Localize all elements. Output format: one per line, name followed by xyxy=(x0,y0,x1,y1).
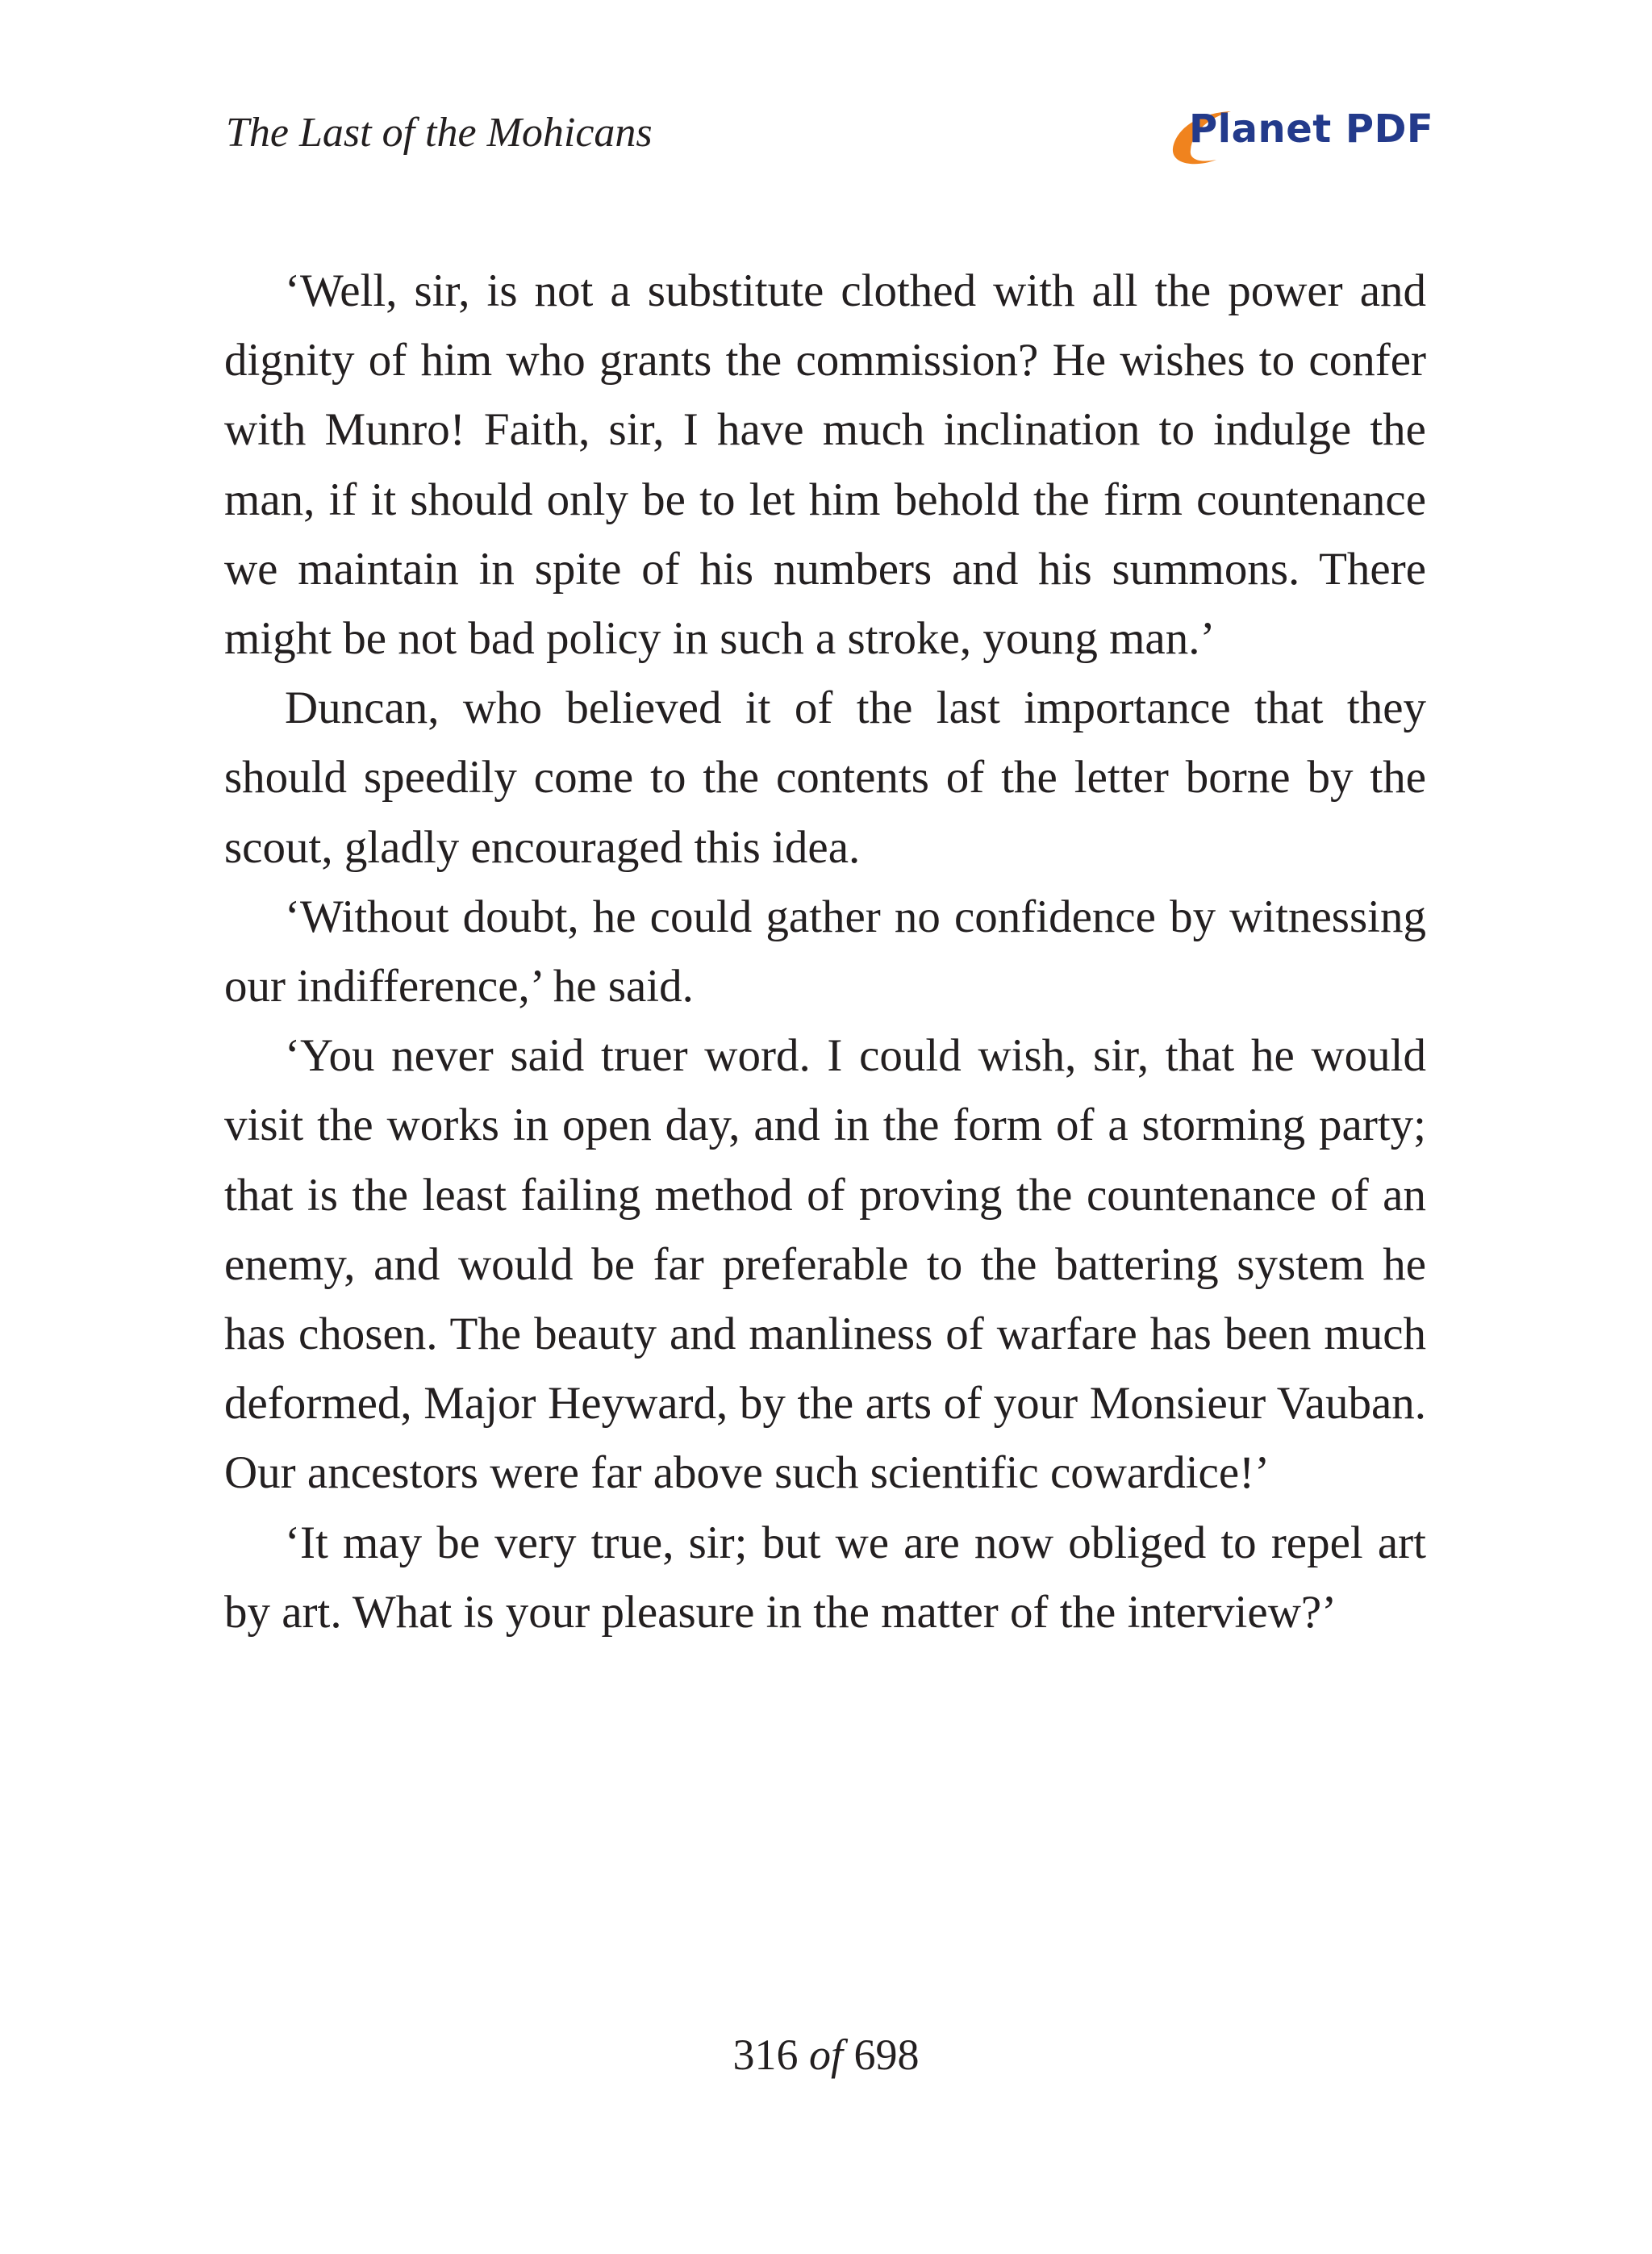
total-pages: 698 xyxy=(853,2031,920,2079)
current-page: 316 xyxy=(732,2031,799,2079)
paragraph: ‘Without doubt, he could gather no confidence by witnessing our indifference,’ he said. xyxy=(224,891,1426,1012)
body-text xyxy=(224,257,1426,1647)
page-number xyxy=(0,2027,1652,2083)
paragraph: ‘It may be very true, sir; but we are now obliged to repel art by art. What is your pleasure in the matter of the interview?’ xyxy=(224,1517,1426,1638)
paragraph: ‘You never said truer word. I could wish, sir, that he would visit the works in open day, and in the form of a storming party; that is the least failing method of proving the countenance of an enemy, and would be far preferable to the battering system he has chosen. The beauty and manliness of warfare has been much deformed, Major Heyward, by the arts of your Monsieur Vauban. Our ancestors were far above such scientific cowardice!’ xyxy=(224,1030,1426,1499)
paragraph: ‘Well, sir, is not a substitute clothed with all the power and dignity of him who grants the commission? He wishes to confer with Munro! Faith, sir, I have much inclination to indulge the man, if it should only be to let him behold the firm countenance we maintain in spite of his numbers and his summons. There might be not bad policy in such a stroke, young man.’ xyxy=(224,265,1426,665)
paragraph: Duncan, who believed it of the last importance that they should speedily come to the contents of the letter borne by the scout, gladly encouraged this idea. xyxy=(224,682,1426,873)
page-of-label: of xyxy=(808,2031,843,2079)
book-title: The Last of the Mohicans xyxy=(226,110,653,156)
planet-pdf-logo xyxy=(1168,103,1434,168)
logo-text: Planet PDF xyxy=(1189,106,1434,152)
running-header xyxy=(226,103,1434,176)
